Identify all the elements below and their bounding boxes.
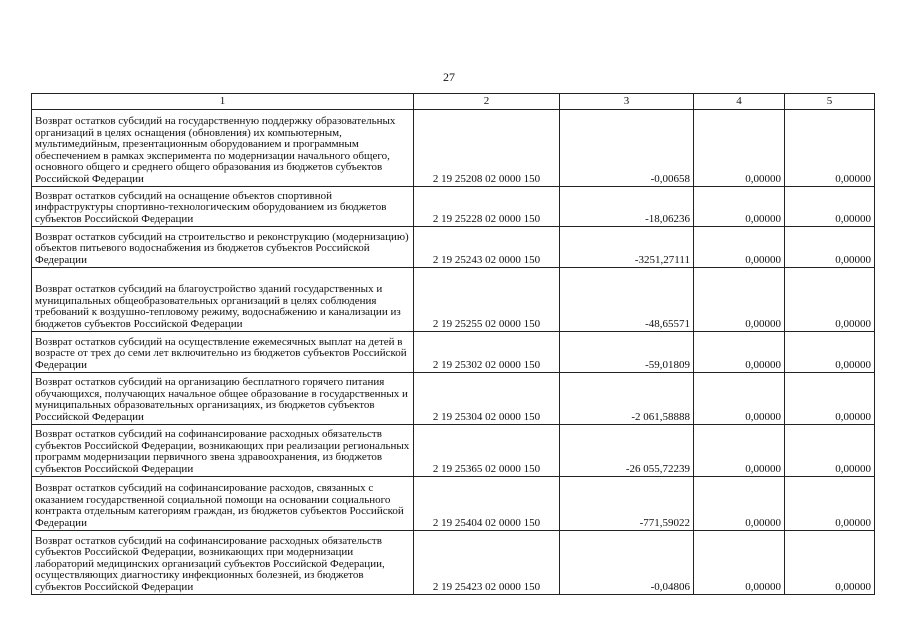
row-col5: 0,00000	[785, 531, 875, 595]
header-col-2: 2	[414, 94, 560, 110]
table-row	[32, 187, 875, 227]
row-col4: 0,00000	[694, 110, 785, 187]
row-col3: -0,04806	[560, 531, 694, 595]
row-col5: 0,00000	[785, 268, 875, 332]
row-col4: 0,00000	[694, 227, 785, 268]
table-row	[32, 477, 875, 531]
row-col5: 0,00000	[785, 227, 875, 268]
row-col3: -771,59022	[560, 477, 694, 531]
header-col-5: 5	[785, 94, 875, 110]
table-row	[32, 110, 875, 187]
row-code: 2 19 25302 02 0000 150	[414, 332, 560, 373]
row-col3: -48,65571	[560, 268, 694, 332]
table-row	[32, 425, 875, 477]
row-col5: 0,00000	[785, 477, 875, 531]
row-col4: 0,00000	[694, 531, 785, 595]
row-code: 2 19 25228 02 0000 150	[414, 187, 560, 227]
row-col4: 0,00000	[694, 477, 785, 531]
row-col4: 0,00000	[694, 425, 785, 477]
row-col5: 0,00000	[785, 373, 875, 425]
row-col3: -3251,27111	[560, 227, 694, 268]
row-name: Возврат остатков субсидий на государственную поддержку образовательных организаций в целях оснащения (обновления) их компьютерным, мультимедийным, презентационным оборудованием и программным обеспечением в рамках эксперимента по модернизации начального общего, основного общего и среднего общего образования из бюджетов субъектов Российской Федерации	[32, 110, 414, 187]
row-name: Возврат остатков субсидий на строительство и реконструкцию (модернизацию) объектов питьевого водоснабжения из бюджетов субъектов Российской Федерации	[32, 227, 414, 268]
table-row	[32, 268, 875, 332]
row-col3: -2 061,58888	[560, 373, 694, 425]
table-row	[32, 531, 875, 595]
row-col4: 0,00000	[694, 332, 785, 373]
table-row	[32, 332, 875, 373]
row-code: 2 19 25404 02 0000 150	[414, 477, 560, 531]
row-code: 2 19 25243 02 0000 150	[414, 227, 560, 268]
row-code: 2 19 25304 02 0000 150	[414, 373, 560, 425]
row-name: Возврат остатков субсидий на осуществление ежемесячных выплат на детей в возрасте от трех до семи лет включительно из бюджетов субъектов Российской Федерации	[32, 332, 414, 373]
row-col4: 0,00000	[694, 187, 785, 227]
row-name: Возврат остатков субсидий на организацию бесплатного горячего питания обучающихся, получающих начальное общее образование в государственных и муниципальных образовательных организациях, из бюджетов субъектов Российской Федерации	[32, 373, 414, 425]
row-name: Возврат остатков субсидий на благоустройство зданий государственных и муниципальных общеобразовательных организаций в целях соблюдения требований к воздушно-тепловому режиму, водоснабжению и канализации из бюджетов субъектов Российской Федерации	[32, 268, 414, 332]
row-col3: -18,06236	[560, 187, 694, 227]
header-col-1: 1	[32, 94, 414, 110]
page-number: 27	[443, 70, 455, 84]
table-row	[32, 373, 875, 425]
row-col4: 0,00000	[694, 373, 785, 425]
row-name: Возврат остатков субсидий на оснащение объектов спортивной инфраструктуры спортивно-технологическим оборудованием из бюджетов субъектов Российской Федерации	[32, 187, 414, 227]
row-name: Возврат остатков субсидий на софинансирование расходных обязательств субъектов Российской Федерации, возникающих при реализации региональных программ модернизации первичного звена здравоохранения, из бюджетов субъектов Российской Федерации	[32, 425, 414, 477]
row-col3: -26 055,72239	[560, 425, 694, 477]
budget-table	[31, 93, 875, 595]
row-col3: -59,01809	[560, 332, 694, 373]
row-col5: 0,00000	[785, 187, 875, 227]
row-name: Возврат остатков субсидий на софинансирование расходов, связанных с оказанием государственной социальной помощи на основании социального контракта отдельным категориям граждан, из бюджетов субъектов Российской Федерации	[32, 477, 414, 531]
row-col5: 0,00000	[785, 332, 875, 373]
row-code: 2 19 25208 02 0000 150	[414, 110, 560, 187]
row-code: 2 19 25255 02 0000 150	[414, 268, 560, 332]
header-col-3: 3	[560, 94, 694, 110]
row-col5: 0,00000	[785, 110, 875, 187]
row-col5: 0,00000	[785, 425, 875, 477]
row-code: 2 19 25365 02 0000 150	[414, 425, 560, 477]
row-name: Возврат остатков субсидий на софинансирование расходных обязательств субъектов Российской Федерации, возникающих при модернизации лабораторий медицинских организаций субъектов Российской Федерации, осуществляющих диагностику инфекционных болезней, из бюджетов субъектов Российской Федерации	[32, 531, 414, 595]
table-row	[32, 227, 875, 268]
header-col-4: 4	[694, 94, 785, 110]
row-code: 2 19 25423 02 0000 150	[414, 531, 560, 595]
row-col4: 0,00000	[694, 268, 785, 332]
row-col3: -0,00658	[560, 110, 694, 187]
table-header-row	[32, 94, 875, 110]
